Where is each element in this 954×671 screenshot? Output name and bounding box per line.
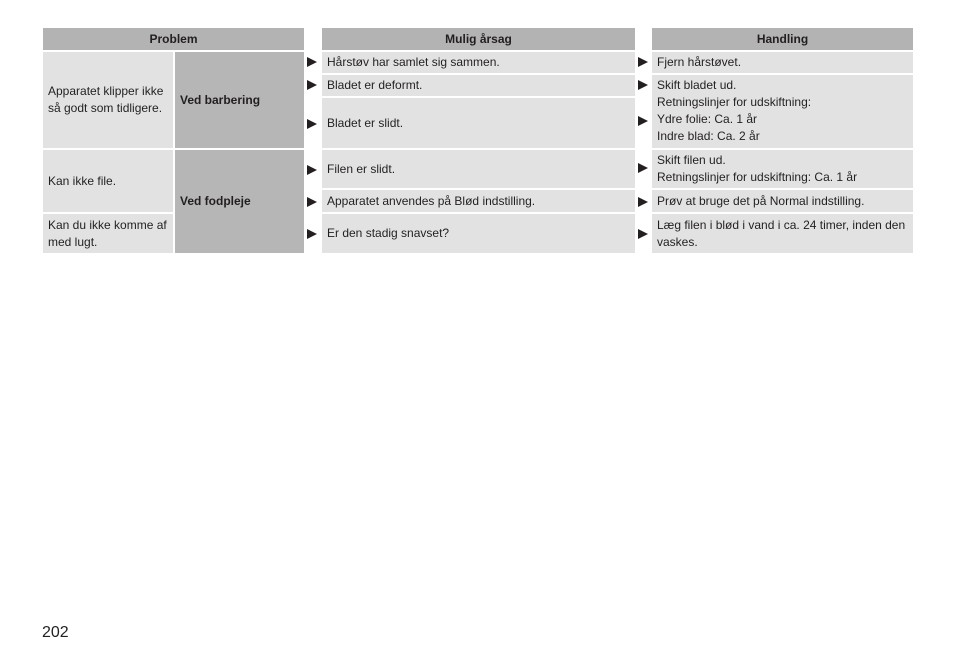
action-line: Skift filen ud. [657,153,726,167]
problem-cell: Kan ikke file. [43,150,173,212]
header-action: Handling [652,28,913,50]
cause-cell: Er den stadig snavset? [322,214,635,253]
action-line: Skift bladet ud. [657,78,737,92]
arrow-icon [638,57,648,67]
action-line: Ydre folie: Ca. 1 år [657,112,758,126]
arrow-icon [307,119,317,129]
header-cause: Mulig årsag [322,28,635,50]
action-line: Indre blad: Ca. 2 år [657,129,760,143]
arrow-icon [307,229,317,239]
arrow-icon [307,197,317,207]
action-line: Retningslinjer for udskiftning: Ca. 1 år [657,170,858,184]
problem-cell: Apparatet klipper ikke så godt som tidligere. [43,52,173,148]
arrow-icon [307,165,317,175]
action-line: Prøv at bruge det på Normal indstilling. [657,194,865,208]
cause-cell: Filen er slidt. [322,150,635,188]
arrow-icon [638,163,648,173]
arrow-icon [638,197,648,207]
arrow-icon [638,80,648,90]
action-line: Læg filen i blød i vand i ca. 24 timer, inden den vaskes. [657,218,906,249]
category-cell: Ved fodpleje [175,150,304,253]
cause-cell: Apparatet anvendes på Blød indstilling. [322,190,635,212]
category-cell: Ved barbering [175,52,304,148]
header-problem: Problem [43,28,304,50]
cause-cell: Hårstøv har samlet sig sammen. [322,52,635,73]
action-line: Retningslinjer for udskiftning: [657,95,812,109]
action-cell [652,150,913,188]
action-cell [652,190,913,212]
cause-cell: Bladet er deformt. [322,75,635,96]
action-cell [652,214,913,253]
action-cell [652,52,913,73]
arrow-icon [638,116,648,126]
problem-cell: Kan du ikke komme af med lugt. [43,214,173,253]
action-line: Fjern hårstøvet. [657,55,742,69]
cause-cell: Bladet er slidt. [322,98,635,148]
arrow-icon [307,57,317,67]
action-cell [652,75,913,148]
arrow-icon [307,80,317,90]
page-number: 202 [42,624,69,641]
arrow-icon [638,229,648,239]
